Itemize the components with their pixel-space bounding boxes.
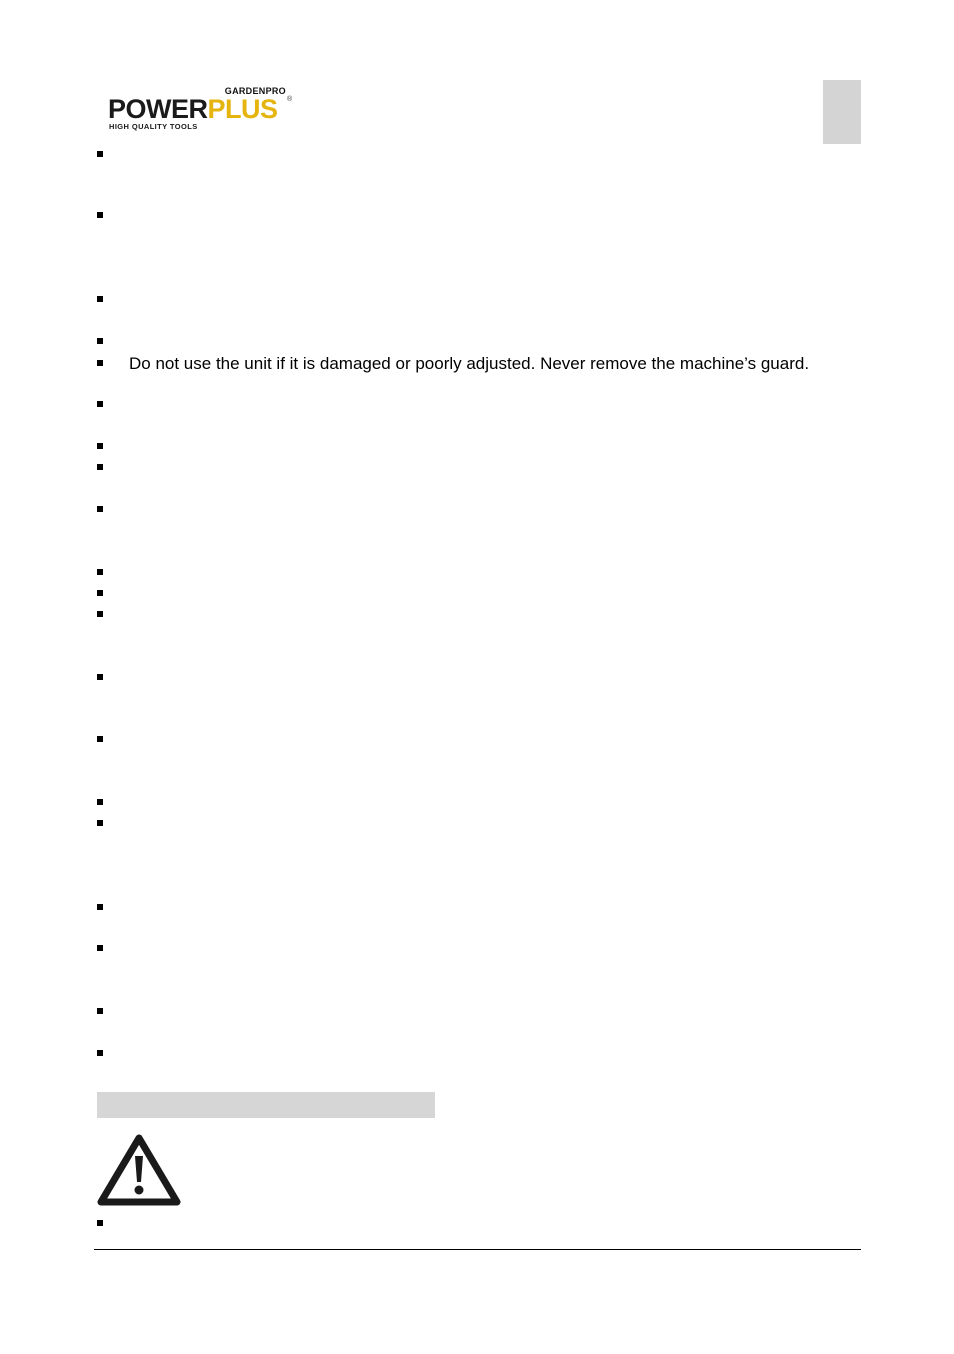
bullet-marker	[97, 569, 103, 575]
bullet-marker	[97, 590, 103, 596]
guard-warning-text: Do not use the unit if it is damaged or poorly adjusted. Never remove the machine’s guard.	[129, 354, 810, 373]
bullet-marker	[97, 212, 103, 218]
bullet-marker	[97, 464, 103, 470]
bullet-marker	[97, 1220, 103, 1226]
bullet-marker	[97, 799, 103, 805]
bullet-marker	[97, 736, 103, 742]
footer-rule	[94, 1249, 861, 1250]
bullet-marker	[97, 443, 103, 449]
bullet-marker	[97, 820, 103, 826]
logo-registered-mark: ®	[287, 96, 293, 103]
bullet-marker	[97, 1050, 103, 1056]
bullet-marker	[97, 904, 103, 910]
logo-subbrand: GARDENPRO	[224, 86, 286, 96]
language-tab	[823, 80, 861, 144]
bullet-marker	[97, 1008, 103, 1014]
bullet-marker	[97, 151, 103, 157]
bullet-marker	[97, 360, 103, 366]
logo-power: POWER	[108, 94, 208, 124]
bullet-marker	[97, 338, 103, 344]
logo-plus: PLUS	[207, 94, 278, 124]
section-heading-bar	[97, 1092, 435, 1118]
logo-tagline: HIGH QUALITY TOOLS	[109, 122, 198, 131]
bullet-marker	[97, 506, 103, 512]
logo-wordmark	[108, 95, 278, 123]
bullet-marker	[97, 674, 103, 680]
bullet-marker	[97, 611, 103, 617]
bullet-marker	[97, 401, 103, 407]
warning-triangle-icon	[97, 1134, 181, 1206]
bullet-marker	[97, 296, 103, 302]
bullet-marker	[97, 945, 103, 951]
